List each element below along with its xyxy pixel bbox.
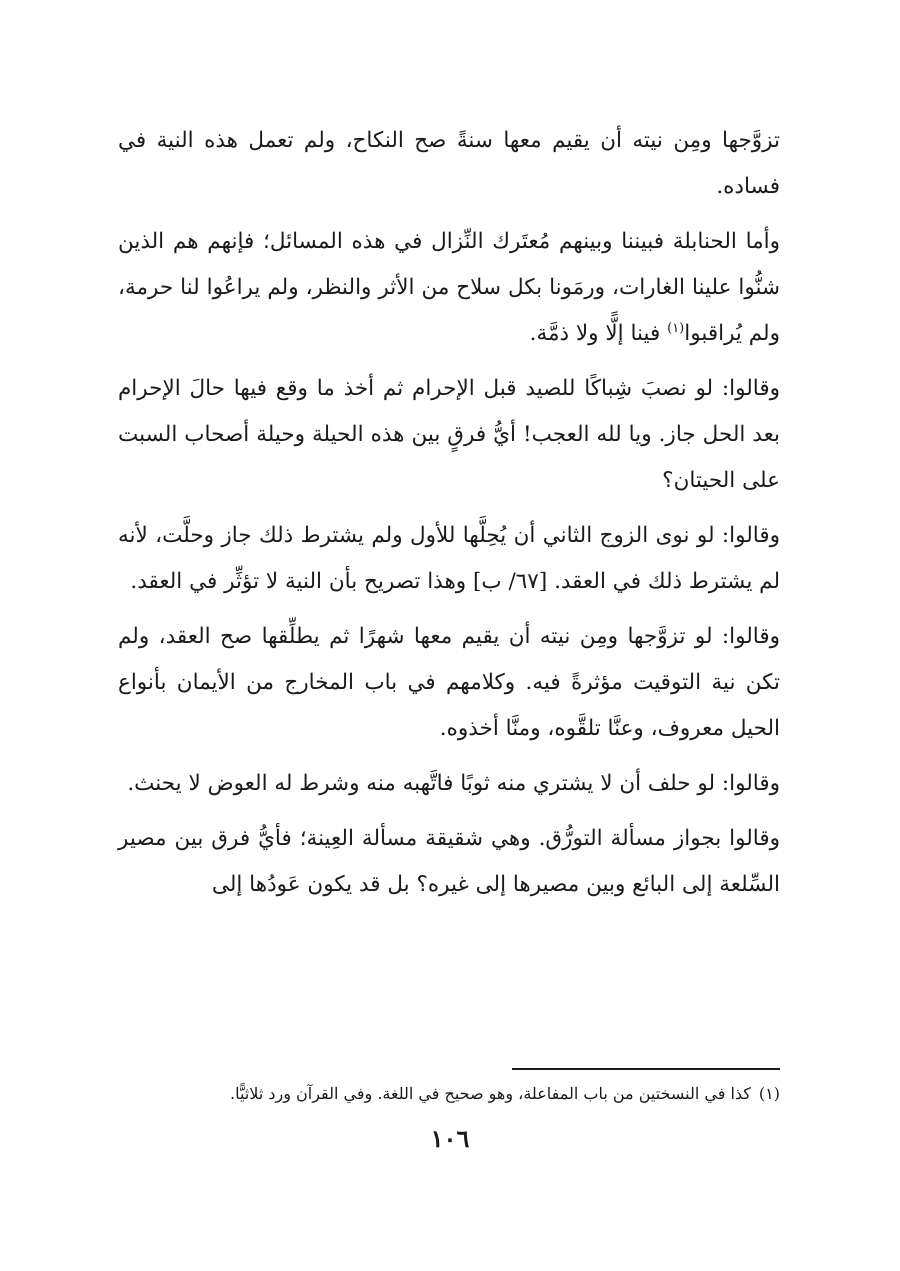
footnote-reference: (١) (667, 320, 685, 336)
paragraph-5: وقالوا: لو تزوَّجها ومِن نيته أن يقيم معها شهرًا ثم يطلِّقها صح العقد، ولم تكن نية التوقيت مؤثرةً فيه. وكلامهم في باب المخارج من الأيمان بأنواع الحيل معروف، وعنَّا تلقَّوه، ومنَّا أخذوه. (118, 624, 780, 741)
paragraph-2 (118, 219, 780, 357)
footnote-text: كذا في النسختين من باب المفاعلة، وهو صحيح في اللغة. وفي القرآن ورد ثلاثيًّا. (230, 1084, 751, 1103)
paragraph-4: وقالوا: لو نوى الزوج الثاني أن يُحِلَّها للأول ولم يشترط ذلك جاز وحلَّت، لأنه لم يشترط ذلك في العقد. [٦٧/ ب] وهذا تصريح بأن النية لا تؤثِّر في العقد. (118, 523, 780, 594)
footnote-number: (١) (758, 1084, 780, 1103)
footnote (118, 1080, 780, 1108)
paragraph-2-tail: فينا إلًّا ولا ذمَّة. (529, 321, 668, 346)
page-body (118, 118, 780, 917)
paragraph-2-text: وأما الحنابلة فبيننا وبينهم مُعتَرك النِّزال في هذه المسائل؛ فإنهم هم الذين شنُّوا علينا الغارات، ورمَونا بكل سلاح من الأثر والنظر، ولم يراعُوا لنا حرمة، ولم يُراقبوا (118, 229, 780, 346)
paragraph-3: وقالوا: لو نصبَ شِباكًا للصيد قبل الإحرام ثم أخذ ما وقع فيها حالَ الإحرام بعد الحل جاز. ويا لله العجب! أيُّ فرقٍ بين هذه الحيلة وحيلة أصحاب السبت على الحيتان؟ (118, 376, 780, 493)
footnote-divider (512, 1068, 780, 1070)
page-number: ١٠٦ (430, 1124, 470, 1153)
paragraph-1: تزوَّجها ومِن نيته أن يقيم معها سنةً صح النكاح، ولم تعمل هذه النية في فساده. (118, 128, 780, 199)
paragraph-7: وقالوا بجواز مسألة التورُّق. وهي شقيقة مسألة العِينة؛ فأيُّ فرق بين مصير السِّلعة إلى البائع وبين مصيرها إلى غيره؟ بل قد يكون عَودُها إلى (118, 826, 780, 897)
paragraph-6: وقالوا: لو حلف أن لا يشتري منه ثوبًا فاتَّهبه منه وشرط له العوض لا يحنث. (127, 771, 780, 796)
